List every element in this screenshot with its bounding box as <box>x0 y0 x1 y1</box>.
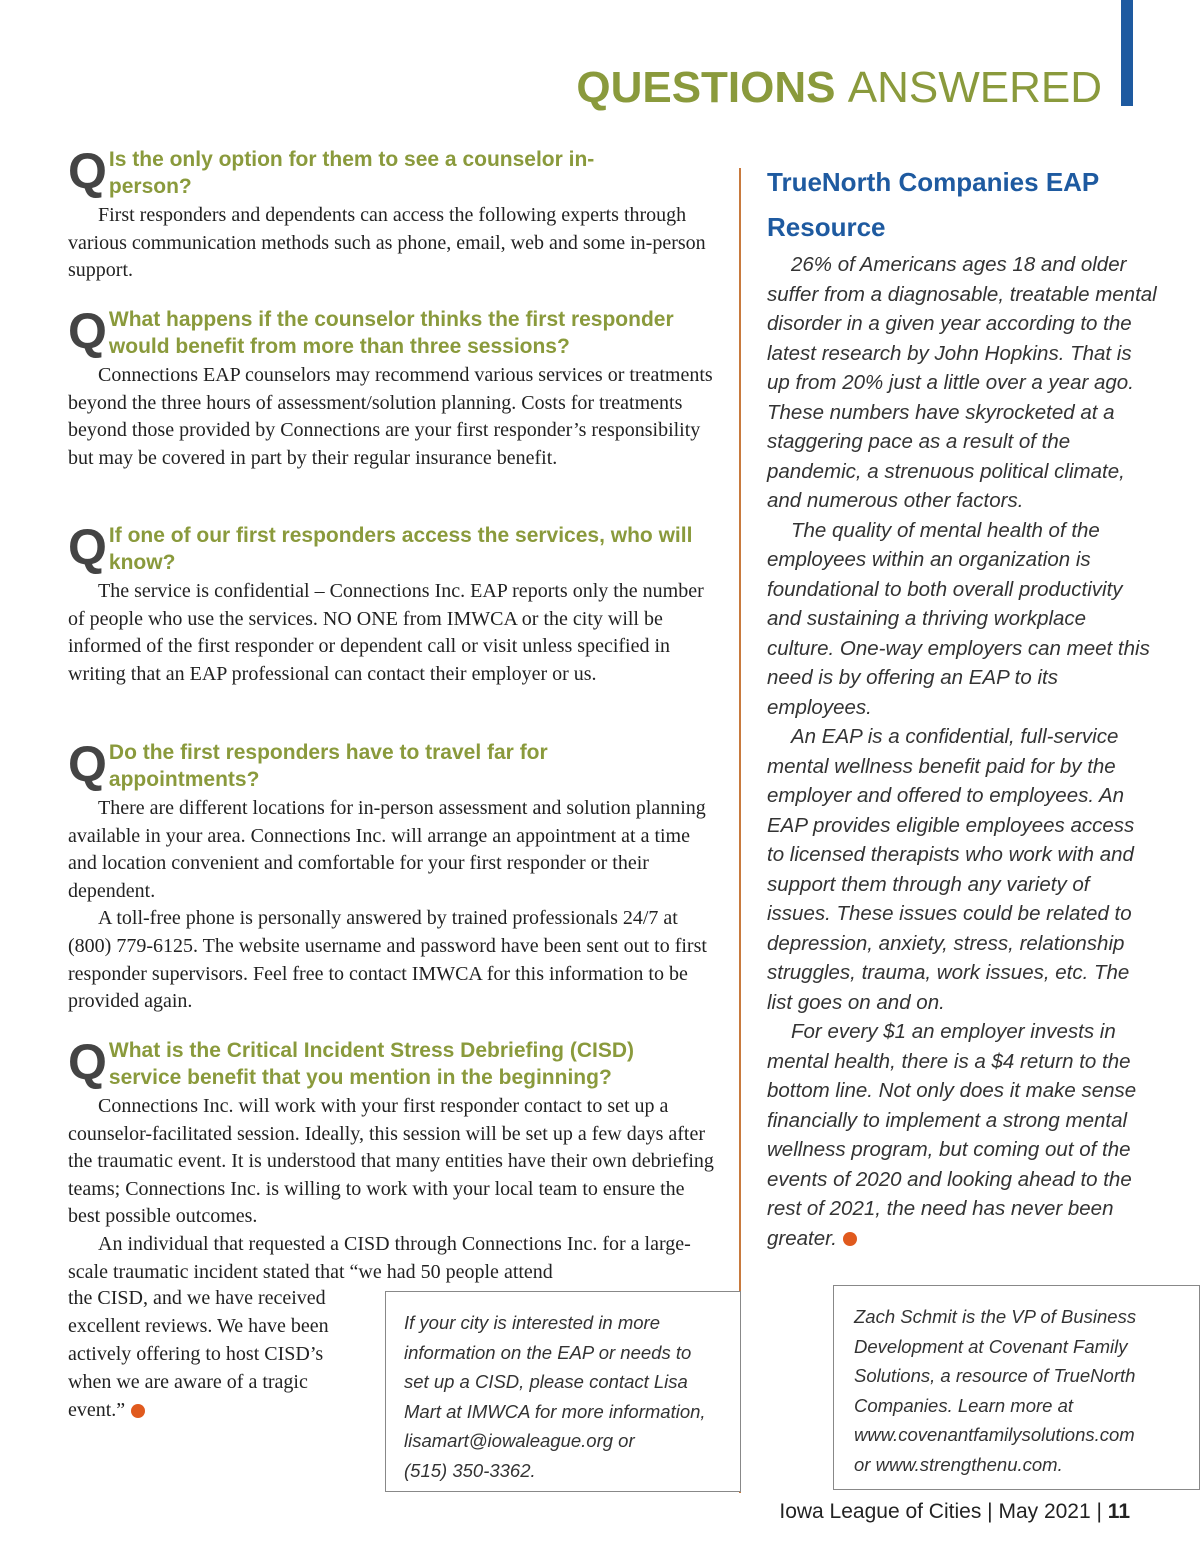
q-mark: Q <box>68 1034 107 1090</box>
sidebar-paragraph: The quality of mental health of the employees within an organization is foundational to both overall productivity and sustaining a thriving workplace culture. One-way employers can meet this need is by offering an EAP to its employees. <box>767 518 1150 719</box>
q-mark: Q <box>68 143 107 199</box>
question-text: Is the only option for them to see a counselor in-person? <box>108 148 595 198</box>
question-text: If one of our first responders access the services, who will know? <box>108 524 693 574</box>
page-number: 11 <box>1107 1500 1130 1523</box>
q-mark: Q <box>68 519 107 575</box>
sidebar-paragraph-text: For every $1 an employer invests in mental health, there is a $4 return to the bottom line. Not only does it make sense financially to implement a strong mental wellness program, but coming out of the events of 2020 and looking ahead to the rest of 2021, the need has never been greater. <box>767 1020 1137 1250</box>
answer-paragraph: There are different locations for in-person assessment and solution planning available in your area. Connections Inc. will arrange an appointment at a time and location convenient and comfortable for your first responder or their dependent. <box>68 797 706 902</box>
question-5 <box>68 1034 716 1091</box>
sidebar-paragraph <box>767 1017 1157 1253</box>
question-text: What happens if the counselor thinks the first responder would benefit from more than three sessions? <box>108 308 674 358</box>
q-mark: Q <box>68 303 107 359</box>
bio-link-covenant[interactable]: www.covenantfamilysolutions.com <box>854 1424 1135 1445</box>
contact-email[interactable]: lisamart@iowaleague.org or <box>404 1430 635 1451</box>
contact-phone: (515) 350-3362. <box>404 1459 536 1481</box>
answer-paragraph: A toll-free phone is personally answered by trained professionals 24/7 at (800) 779-6125. The website username and password have been sent out to first responder supervisors. Feel free to contact IMWCA for this information to be provided again. <box>68 907 707 1013</box>
answer-paragraph: The service is confidential – Connections Inc. EAP reports only the number of people who use the services. NO ONE from IMWCA or the city will be informed of the first responder or dependent call or visit unless specified in writing that an EAP professional can contact their employer or us. <box>68 580 704 685</box>
bio-line: Companies. Learn more at <box>854 1394 1074 1416</box>
bio-line: Solutions, a resource of TrueNorth <box>854 1365 1136 1386</box>
question-text: What is the Critical Incident Stress Debriefing (CISD) service benefit that you mention in the beginning? <box>108 1039 634 1089</box>
question-1 <box>68 143 716 200</box>
answer-paragraph-wrap-text: the CISD, and we have received excellent reviews. We have been actively offering to host CISD’s when we are aware of a tragic event.” <box>68 1287 329 1421</box>
sidebar-title-line-1: TrueNorth Companies EAP <box>767 167 1100 197</box>
sidebar-title <box>767 160 1157 250</box>
contact-line: information on the EAP or needs to <box>404 1341 692 1363</box>
page-title <box>576 62 1102 114</box>
contact-line: Mart at IMWCA for more information, <box>404 1400 706 1422</box>
question-4 <box>68 736 716 793</box>
question-text: Do the first responders have to travel far for appointments? <box>108 741 548 791</box>
q-mark: Q <box>68 736 107 792</box>
sidebar-paragraph: An EAP is a confidential, full-service mental wellness benefit paid for by the employer and offered to employees. An EAP provides eligible employees access to licensed therapists who work with and support them through any variety of issues. These issues could be related to depression, anxiety, stress, relationship struggles, trauma, work issues, etc. The list goes on and on. <box>767 725 1135 1014</box>
answer-paragraph: Connections Inc. will work with your first responder contact to set up a counselor-facilitated session. Ideally, this session will be set up a few days after the traumatic event. It is understood that many entities have their own debriefing teams; Connections Inc. is willing to work with your local team to ensure the best possible outcomes. <box>68 1095 714 1228</box>
header-accent-bar <box>1121 0 1133 106</box>
footer-text: Iowa League of Cities | May 2021 | <box>779 1500 1108 1523</box>
end-mark-icon <box>843 1232 857 1246</box>
qa-item-1 <box>68 143 716 285</box>
author-bio-box <box>833 1285 1200 1490</box>
sidebar-eap-resource <box>767 160 1157 1253</box>
contact-info-box <box>385 1291 741 1492</box>
answer-paragraph: First responders and dependents can access the following experts through various communication methods such as phone, email, web and some in-person support. <box>68 204 706 282</box>
answer-paragraph-wrap <box>68 1284 368 1424</box>
bio-line: Zach Schmit is the VP of Business <box>854 1306 1137 1327</box>
end-mark-icon <box>131 1404 145 1418</box>
page-title-strong: QUESTIONS <box>576 63 836 112</box>
answer-paragraph: Connections EAP counselors may recommend various services or treatments beyond the three hours of assessment/solution planning. Costs for treatments beyond those provided by Connections are your first responder’s responsibility but may be covered in part by their regular insurance benefit. <box>68 364 713 469</box>
sidebar-paragraph: 26% of Americans ages 18 and older suffer from a diagnosable, treatable mental disorder in a given year according to the latest research by John Hopkins. That is up from 20% just a little over a year ago. These numbers have skyrocketed at a staggering pace as a result of the pandemic, a strenuous political climate, and numerous other factors. <box>767 253 1157 512</box>
qa-item-3 <box>68 519 716 688</box>
qa-item-5 <box>68 1034 716 1286</box>
answer-paragraph: An individual that requested a CISD through Connections Inc. for a large-scale traumatic incident stated that “we had 50 people attend <box>68 1232 691 1283</box>
question-2 <box>68 303 716 360</box>
qa-item-4 <box>68 736 716 1016</box>
bio-link-strengthenu[interactable]: or www.strengthenu.com. <box>854 1453 1063 1475</box>
page-title-light: ANSWERED <box>847 63 1102 112</box>
page-footer <box>779 1497 1130 1527</box>
question-3 <box>68 519 716 576</box>
bio-line: Development at Covenant Family <box>854 1335 1128 1357</box>
qa-item-2 <box>68 303 716 472</box>
contact-line: If your city is interested in more <box>404 1312 661 1333</box>
contact-line: set up a CISD, please contact Lisa <box>404 1371 688 1392</box>
sidebar-title-line-2: Resource <box>767 212 886 242</box>
